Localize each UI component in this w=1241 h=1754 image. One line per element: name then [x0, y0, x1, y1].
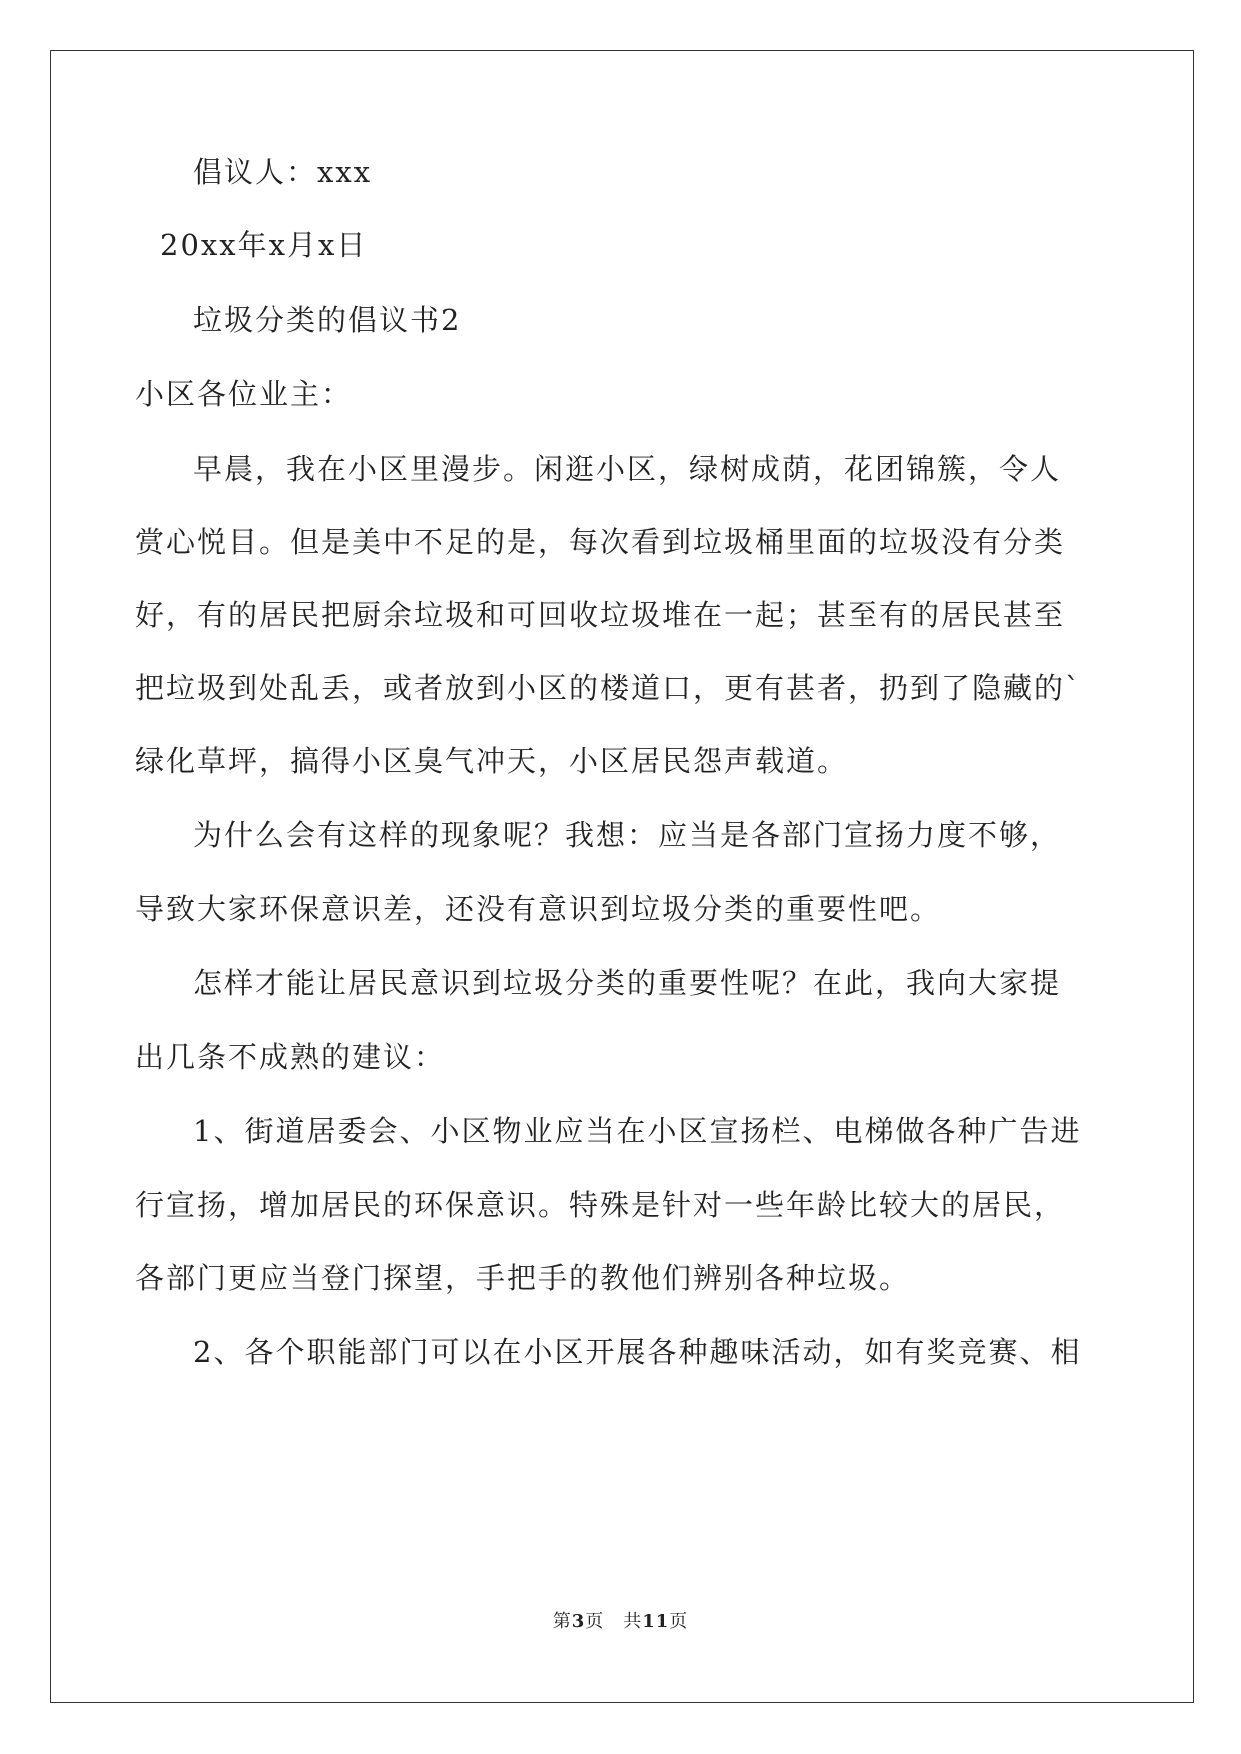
- paragraph-line: 2、各个职能部门可以在小区开展各种趣味活动，如有奖竞赛、相: [193, 1335, 1082, 1369]
- page-suffix: 页: [669, 1611, 689, 1632]
- paragraph-line: 赏心悦目。但是美中不足的是，每次看到垃圾桶里面的垃圾没有分类: [135, 525, 1066, 559]
- page-border: [50, 50, 1194, 1703]
- page-footer: [0, 1607, 1241, 1633]
- signature-line: 倡议人：xxx: [193, 155, 373, 189]
- paragraph-line: 早晨，我在小区里漫步。闲逛小区，绿树成荫，花团锦簇，令人: [193, 452, 1062, 486]
- paragraph-line: 出几条不成熟的建议：: [135, 1040, 446, 1074]
- paragraph-line: 1、街道居委会、小区物业应当在小区宣扬栏、电梯做各种广告进: [193, 1114, 1082, 1148]
- current-page-number: 3: [571, 1611, 586, 1632]
- paragraph-line: 各部门更应当登门探望，手把手的教他们辨别各种垃圾。: [135, 1261, 911, 1295]
- paragraph-line: 绿化草坪，搞得小区臭气冲天，小区居民怨声载道。: [135, 744, 849, 778]
- page-prefix: 第: [552, 1611, 572, 1632]
- salutation: 小区各位业主：: [135, 377, 353, 411]
- paragraph-line: 好，有的居民把厨余垃圾和可回收垃圾堆在一起；甚至有的居民甚至: [135, 598, 1066, 632]
- paragraph-line: 为什么会有这样的现象呢？我想：应当是各部门宣扬力度不够，: [193, 818, 1062, 852]
- paragraph-line: 行宣扬，增加居民的环保意识。特殊是针对一些年龄比较大的居民，: [135, 1188, 1066, 1222]
- total-page-number: 11: [642, 1611, 670, 1632]
- page-mid: 页 共: [585, 1611, 643, 1632]
- document-title: 垃圾分类的倡议书2: [193, 303, 462, 337]
- paragraph-line: 怎样才能让居民意识到垃圾分类的重要性呢？在此，我向大家提: [193, 966, 1062, 1000]
- paragraph-line: 把垃圾到处乱丢，或者放到小区的楼道口，更有甚者，扔到了隐藏的`: [135, 671, 1082, 705]
- paragraph-line: 导致大家环保意识差，还没有意识到垃圾分类的重要性吧。: [135, 892, 942, 926]
- date-line: 20xx年x月x日: [160, 228, 368, 262]
